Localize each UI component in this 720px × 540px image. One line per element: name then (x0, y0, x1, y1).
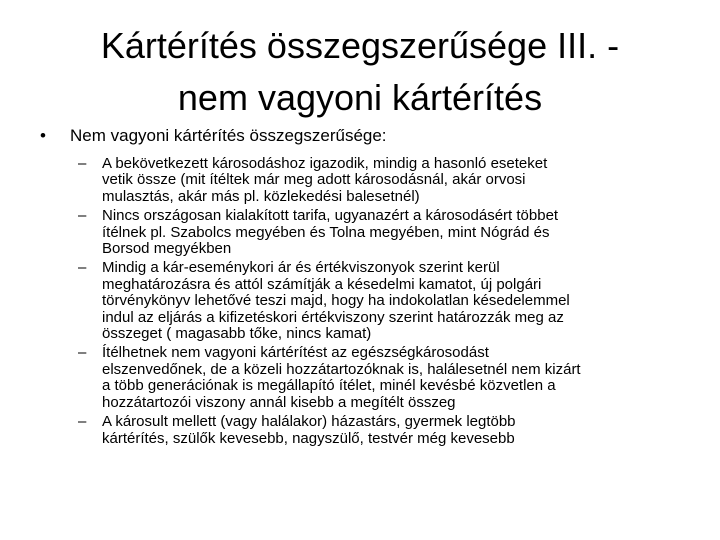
main-bullet (36, 126, 686, 146)
sub-bullet-line: kártérítés, szülők kevesebb, nagyszülő, testvér még kevesebb (102, 429, 515, 447)
dash-marker: – (78, 259, 87, 277)
sub-bullet-line: elszenvedőnek, de a közeli hozzátartozóknak is, halálesetnél nem kizárt (102, 360, 581, 378)
sub-bullet-3 (36, 260, 686, 342)
slide-title (36, 20, 684, 124)
sub-bullet-5 (36, 414, 686, 447)
sub-bullet-list (36, 156, 686, 447)
sub-bullet-2 (36, 208, 686, 257)
sub-bullet-line: ítélnek pl. Szabolcs megyében és Tolna megyében, mint Nógrád és (102, 223, 550, 241)
sub-bullet-line: mulasztás, akár más pl. közlekedési balesetnél) (102, 187, 420, 205)
sub-bullet-line: indul az eljárás a kifizetéskori értékviszony szerint határozzák meg az (102, 308, 564, 326)
sub-bullet-line: vetik össze (mit ítéltek már meg adott károsodásnál, akár orvosi (102, 171, 526, 189)
sub-bullet-line: Nincs országosan kialakított tarifa, ugyanazért a károsodásért többet (102, 207, 559, 225)
sub-bullet-line: Borsod megyékben (102, 240, 232, 258)
sub-bullet-line: Mindig a kár-eseménykori ár és értékviszonyok szerint kerül (102, 259, 500, 277)
sub-bullet-line: meghatározásra és attól számítják a késedelmi kamatot, új polgári (102, 275, 542, 293)
sub-bullet-line: A károsult mellett (vagy halálakor) házastárs, gyermek legtöbb (102, 413, 516, 431)
dash-marker: – (78, 155, 87, 172)
sub-bullet-line: törvénykönyv lehetővé teszi majd, hogy ha indokolatlan késedelemmel (102, 292, 570, 310)
sub-bullet-line: hozzátartozói viszony annál kisebb a megítélt összeg (102, 393, 456, 411)
sub-bullet-line: Ítélhetnek nem vagyoni kártérítést az egészségkárosodást (102, 344, 489, 362)
dash-marker: – (78, 344, 87, 362)
sub-bullet-1 (36, 156, 686, 205)
sub-bullet-4 (36, 345, 686, 411)
title-line-2: nem vagyoni kártérítés (177, 77, 543, 118)
sub-bullet-line: összeget ( magasabb tőke, nincs kamat) (102, 325, 372, 343)
dash-marker: – (78, 413, 87, 431)
main-bullet-text: Nem vagyoni kártérítés összegszerűsége: (70, 126, 387, 145)
dash-marker: – (78, 207, 87, 225)
sub-bullet-line: A bekövetkezett károsodáshoz igazodik, mindig a hasonló eseteket (102, 155, 548, 172)
slide-content (36, 126, 686, 463)
bullet-marker: • (40, 126, 46, 145)
title-line-1: Kártérítés összegszerűsége III. - (100, 25, 620, 66)
sub-bullet-line: a több generációnak is megállapító ítélet, minél kevésbé közvetlen a (102, 377, 556, 395)
